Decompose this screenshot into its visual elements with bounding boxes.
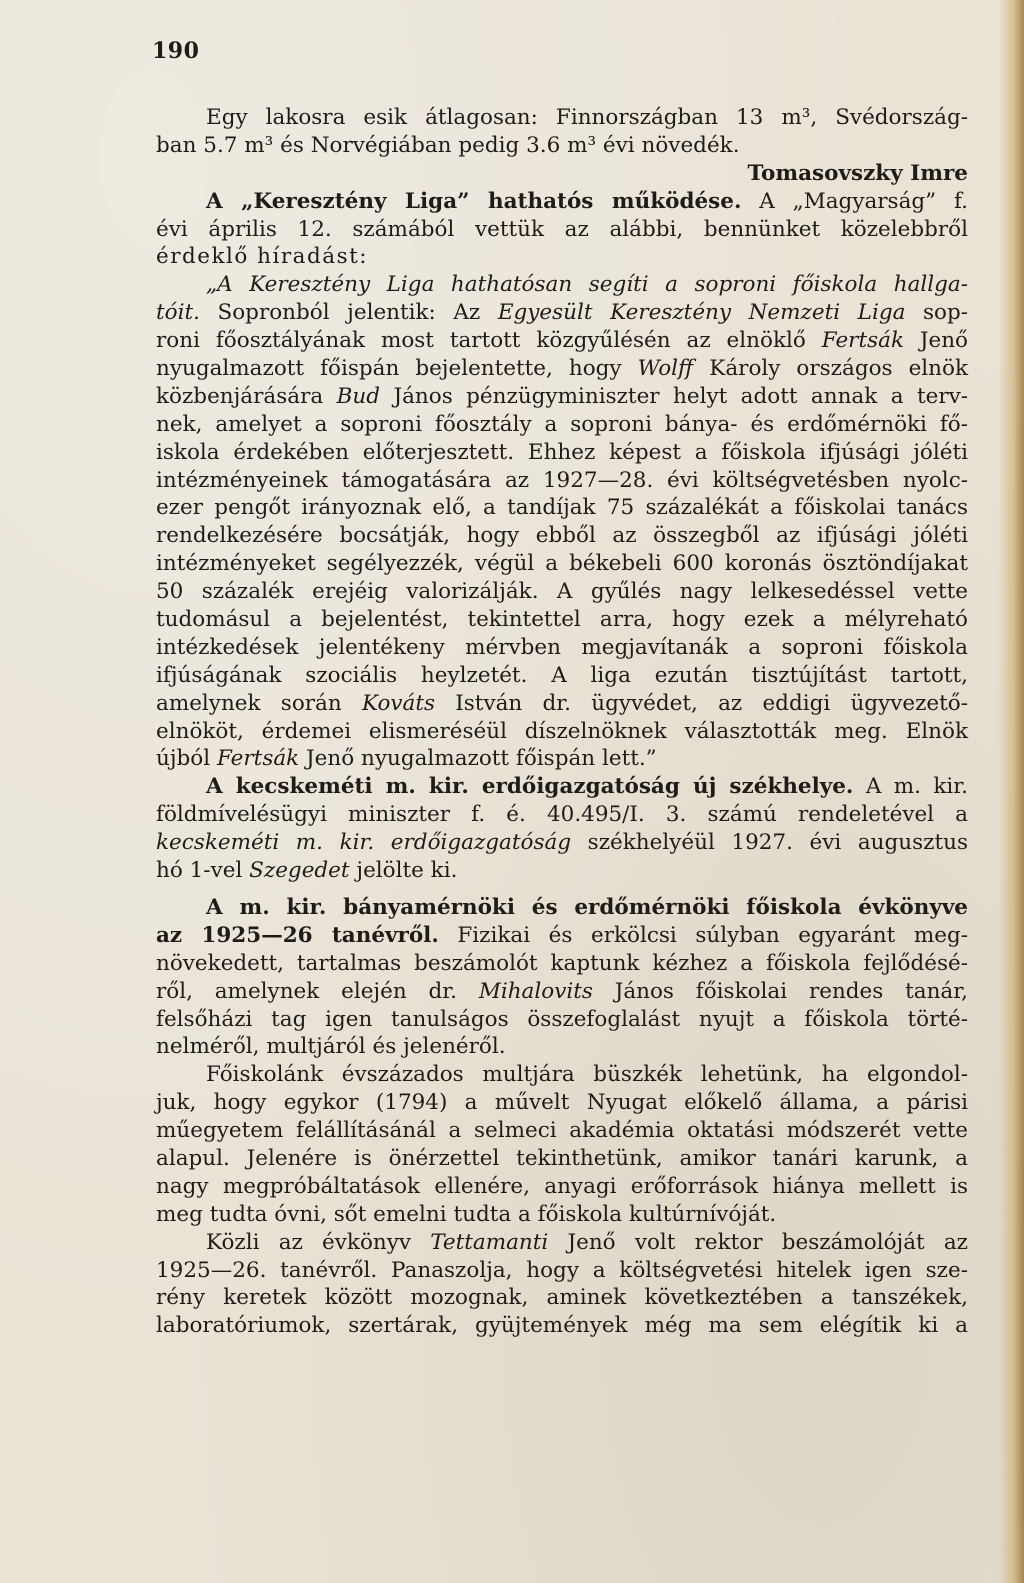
text-segment: Károly országos elnök [693,356,969,382]
text-line [156,132,968,160]
text-line [156,1284,968,1312]
text-line [156,1201,968,1229]
text-line [156,1257,968,1285]
text-segment: 50 százalék erejéig valorizálják. A gyűlés nagy lelkesedéssel vette [156,579,968,605]
text-line [156,299,968,327]
text-line [156,857,968,885]
text-line [156,606,968,634]
text-segment: Mihalovits [478,978,593,1004]
text-segment: felsőházi tag igen tanulságos összefoglalást nyujt a főiskola törté- [156,1006,968,1032]
text-segment: amelynek során [156,690,362,716]
text-line [156,1229,968,1257]
text-segment: újból [156,746,217,772]
text-segment: Jenő volt rektor beszámolóját az [548,1229,969,1255]
text-segment: ban 5.7 m³ és Norvégiában pedig 3.6 m³ évi növedék. [156,132,740,158]
paragraph-gap [156,885,968,894]
text-line [156,978,968,1006]
text-segment: János főiskolai rendes tanár, [592,978,968,1004]
text-segment: A m. kir. [853,774,969,800]
text-segment: nyugalmazott főispán bejelentette, hogy [156,356,638,382]
text-segment: sop- [905,300,969,326]
text-segment: tóit. [156,300,200,326]
text-segment: Sopronból jelentik: Az [199,300,498,326]
text-segment: növekedett, tartalmas beszámolót kaptunk kézhez a főiskola fejlődésé- [156,950,968,976]
text-segment: A „Magyarság” f. [741,188,968,214]
text-segment: kecskeméti m. kir. erdőigazgatóság [156,830,572,856]
text-segment: juk, hogy egykor (1794) a művelt Nyugat előkelő állama, a párisi [156,1090,968,1116]
page-number: 190 [152,38,200,64]
text-line [156,327,968,355]
text-segment: nelméről, multjáról és jelenéről. [156,1034,506,1060]
text-segment: ről, amelynek elején dr. [156,978,479,1004]
text-line [156,1006,968,1034]
text-segment: Közli az évkönyv [206,1229,431,1255]
page-edge-shadow [998,0,1024,1583]
text-segment: műegyetem felállításánál a selmeci akadémia oktatási módszerét vette [156,1118,968,1144]
body-text [156,104,968,1340]
text-segment: Tomasovszky Imre [747,160,968,186]
text-line [156,160,968,188]
text-line [156,1312,968,1340]
text-line [156,494,968,522]
text-segment: rendelkezésére bocsátják, hogy ebből az összegből az ifjúsági jóléti [156,523,968,549]
text-segment: „A Keresztény Liga hathatósan segíti a soproni főiskola hallga- [206,272,968,298]
text-segment: intézményeket segélyezzék, végül a békebeli 600 koronás ösztöndíjakat [156,551,968,577]
text-segment: Bud [336,383,381,409]
text-line [156,188,968,216]
text-line [156,355,968,383]
text-segment: Egy lakosra esik átlagosan: Finnországban 13 m³, Svédország- [206,105,968,130]
text-segment: nek, amelyet a soproni főosztály a soproni bánya- és erdőmérnöki fő- [156,411,968,437]
text-line [156,578,968,606]
text-line [156,411,968,439]
text-segment: roni főosztályának most tartott közgyűlésén az elnöklő [156,328,822,354]
text-segment: ezer pengőt irányoznak elő, a tandíjak 75 százalékát a főiskolai tanács [156,495,968,521]
text-segment: Fizikai és erkölcsi súlyban egyaránt meg- [438,922,968,948]
text-segment: érdeklő híradást: [156,244,368,270]
text-line [156,467,968,495]
text-segment: földmívelésügyi miniszter f. é. 40.495/I. 3. számú rendeletével a [156,802,968,828]
text-segment: Főiskolánk évszázados multjára büszkék lehetünk, ha elgondol- [206,1062,968,1088]
text-line [156,773,968,801]
text-line [156,271,968,299]
text-segment: elnököt, érdemei elismeréséül díszelnöknek választották meg. Elnök [156,718,968,744]
text-line [156,522,968,550]
text-segment: tudomásul a bejelentést, tekintettel arra, hogy ezek a mélyreható [156,607,968,633]
text-segment: székhelyéül 1927. évi augusztus [571,830,968,856]
text-line [156,383,968,411]
text-line [156,1117,968,1145]
text-line [156,922,968,950]
text-line [156,1061,968,1089]
text-line [156,801,968,829]
text-segment: intézményeinek támogatására az 1927—28. évi költségvetésben nyolc- [156,467,968,493]
text-line [156,690,968,718]
text-segment: Kováts [361,690,436,716]
text-segment: Egyesült Keresztény Nemzeti Liga [497,300,906,326]
text-segment: Wolff [637,356,694,382]
text-segment: Fertsák [821,328,904,354]
text-segment: nagy megpróbáltatások ellenére, anyagi erőforrások hiánya mellett is [156,1173,968,1199]
text-line [156,1033,968,1061]
text-line [156,104,968,132]
text-segment: az 1925—26 tanévről. [156,922,439,948]
text-line [156,1145,968,1173]
text-line [156,439,968,467]
text-line [156,950,968,978]
text-segment: intézkedések jelentékeny mérvben megjavítanák a soproni főiskola [156,634,968,660]
text-line [156,550,968,578]
text-segment: jelölte ki. [349,858,458,884]
text-line [156,216,968,244]
text-segment: hó 1-vel [156,858,250,884]
text-segment: laboratóriumok, szertárak, gyüjtemények még ma sem elégítik ki a [156,1313,968,1339]
text-segment: iskola érdekében előterjesztett. Ehhez képest a főiskola ifjúsági jóléti [156,439,968,465]
text-segment: Fertsák [216,746,300,772]
text-line [156,1089,968,1117]
text-line [156,745,968,773]
text-line [156,634,968,662]
text-line [156,243,968,271]
text-line [156,1173,968,1201]
text-segment: János pénzügyminiszter helyt adott annak a terv- [380,383,969,409]
text-segment: évi április 12. számából vettük az alábbi, bennünket közelebbről [156,216,968,242]
text-segment: Jenő nyugalmazott főispán lett.” [299,746,657,772]
text-segment: alapul. Jelenére is önérzettel tekinthetünk, amikor tanári karunk, a [156,1145,968,1171]
text-segment: A „Keresztény Liga” hathatós működése. [206,188,742,214]
text-segment: Tettamanti [430,1229,549,1255]
text-segment: rény keretek között mozognak, aminek következtében a tanszékek, [156,1285,968,1311]
text-segment: közbenjárására [156,383,337,409]
text-line [156,894,968,922]
text-segment: A kecskeméti m. kir. erdőigazgatóság új székhelye. [206,774,854,800]
text-segment: ifjúságának szociális heylzetét. A liga ezután tisztújítást tartott, [156,662,968,688]
text-line [156,718,968,746]
text-segment: meg tudta óvni, sőt emelni tudta a főiskola kultúrnívóját. [156,1201,777,1227]
text-segment: István dr. ügyvédet, az eddigi ügyvezető- [435,690,968,716]
text-line [156,829,968,857]
text-segment: Szegedet [249,858,350,884]
text-segment: Jenő [903,328,969,354]
text-segment: 1925—26. tanévről. Panaszolja, hogy a költségvetési hitelek igen sze- [156,1257,968,1283]
text-line [156,662,968,690]
text-segment: A m. kir. bányamérnöki és erdőmérnöki főiskola évkönyve [206,894,968,920]
